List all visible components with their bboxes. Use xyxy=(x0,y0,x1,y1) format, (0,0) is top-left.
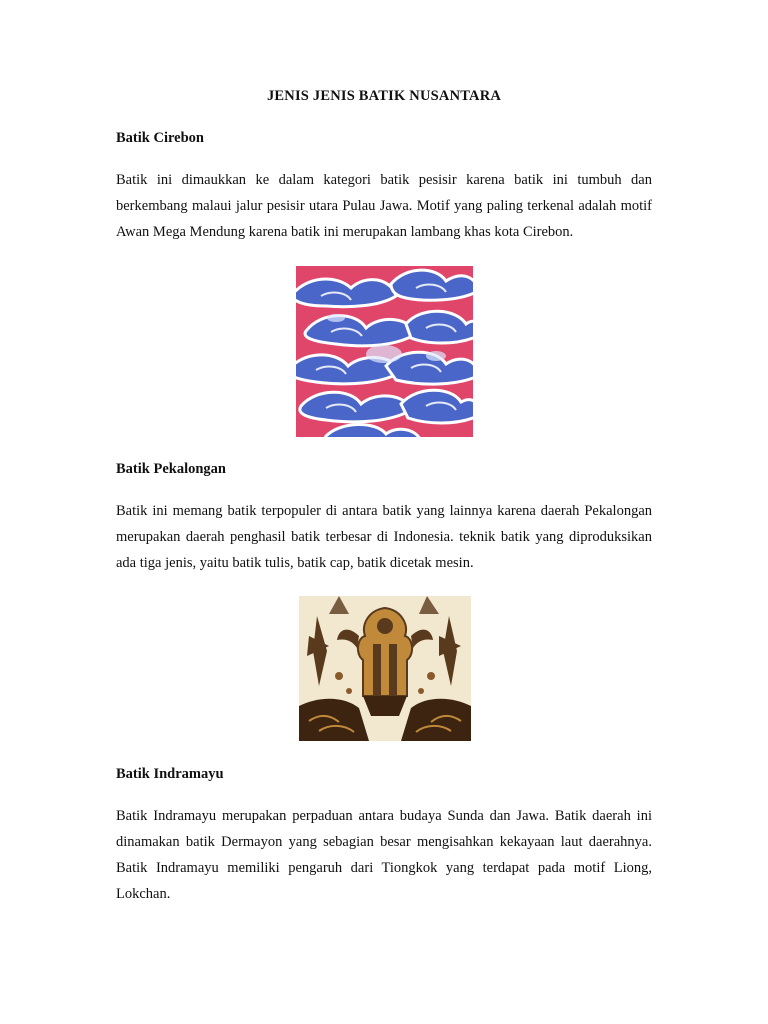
section-paragraph-indramayu: Batik Indramayu merupakan perpaduan antara budaya Sunda dan Jawa. Batik daerah ini dinamakan batik Dermayon yang sebagian besar mengisahkan kekayaan laut daerahnya. Batik Indramayu memiliki pengaruh dari Tiongkok yang terdapat pada motif Liong, Lokchan. xyxy=(116,808,652,902)
pekalongan-batik-image xyxy=(299,596,471,741)
section-paragraph-cirebon: Batik ini dimaukkan ke dalam kategori batik pesisir karena batik ini tumbuh dan berkembang malaui jalur pesisir utara Pulau Jawa. Motif yang paling terkenal adalah motif Awan Mega Mendung karena batik ini merupakan lambang khas kota Cirebon. xyxy=(116,172,652,240)
document-title: JENIS JENIS BATIK NUSANTARA xyxy=(266,88,502,104)
mega-mendung-batik-image xyxy=(296,266,473,437)
section-heading-indramayu: Batik Indramayu xyxy=(116,766,224,782)
section-heading-pekalongan: Batik Pekalongan xyxy=(116,461,226,477)
section-heading-cirebon: Batik Cirebon xyxy=(116,130,204,146)
section-paragraph-pekalongan: Batik ini memang batik terpopuler di antara batik yang lainnya karena daerah Pekalongan merupakan daerah penghasil batik terbesar di Indonesia. teknik batik yang diproduksikan ada tiga jenis, yaitu batik tulis, batik cap, batik dicetak mesin. xyxy=(116,503,652,571)
